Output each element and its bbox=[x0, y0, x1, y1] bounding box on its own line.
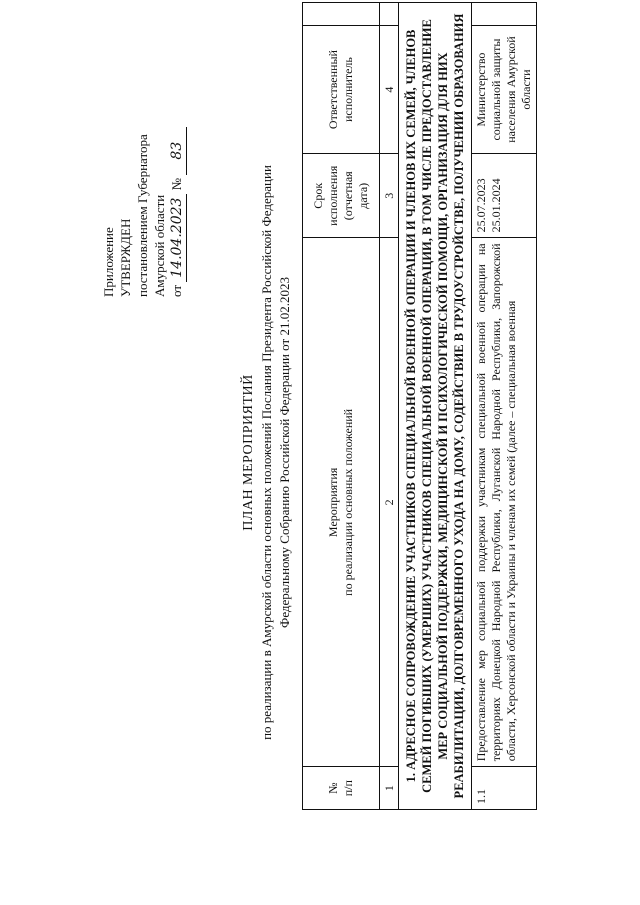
header-term bbox=[303, 154, 380, 238]
item-term-date-2: 25.01.2024 bbox=[489, 178, 503, 233]
plan-table bbox=[302, 2, 537, 810]
header-responsible bbox=[303, 26, 380, 154]
header-term-line1: Срок bbox=[311, 182, 325, 209]
approval-date-handwritten: 14.04.2023 bbox=[169, 194, 187, 282]
item-activity: Предоставление мер социальной поддержки участникам специальной военной операции на территориях Донецкой Народной Республики, Луганской Народной Республики, Запорожской области, Херсонской области и Украины и членам их семей (далее – специальная военная bbox=[472, 238, 537, 767]
index-cell: 3 bbox=[380, 154, 399, 238]
header-activity bbox=[303, 238, 380, 767]
item-term bbox=[472, 154, 537, 238]
approval-region-label: Амурской области bbox=[152, 194, 167, 297]
header-num-line2: п/п bbox=[341, 780, 355, 797]
index-cell-empty bbox=[380, 3, 399, 26]
header-num-line1: № bbox=[326, 782, 340, 794]
approval-stamp-block bbox=[100, 17, 187, 297]
item-term-date-1: 25.07.2023 bbox=[474, 178, 488, 233]
header-row bbox=[303, 3, 380, 810]
header-term-line2: исполнения bbox=[326, 165, 340, 226]
title-subtitle-line2: Федеральному Собранию Российской Федерации от 21.02.2023 bbox=[277, 277, 292, 628]
header-term-line3: (отчетная bbox=[341, 171, 355, 221]
header-activity-line1: Мероприятия bbox=[326, 467, 340, 538]
index-cell: 4 bbox=[380, 26, 399, 154]
title-plan: ПЛАН МЕРОПРИЯТИЙ bbox=[241, 374, 256, 531]
section-heading: 1. АДРЕСНОЕ СОПРОВОЖДЕНИЕ УЧАСТНИКОВ СПЕЦИАЛЬНОЙ ВОЕННОЙ ОПЕРАЦИИ И ЧЛЕНОВ ИХ СЕМЕЙ, ЧЛЕНОВ СЕМЕЙ ПОГИБШИХ (УМЕРШИХ) УЧАСТНИКОВ СПЕЦИАЛЬНОЙ ВОЕННОЙ ОПЕРАЦИИ, В ТОМ ЧИСЛЕ ПРЕДОСТАВЛЕНИЕ МЕР СОЦИАЛЬНОЙ ПОДДЕРЖКИ, МЕДИЦИНСКОЙ И ПСИХОЛОГИЧЕСКОЙ ПОМОЩИ, ОРГАНИЗАЦИЯ ДЛЯ НИХ РЕАБИЛИТАЦИИ, ДОЛГОВРЕМЕННОГО УХОДА НА ДОМУ, СОДЕЙСТВИЕ В ТРУДОУСТРОЙСТВЕ, ПОЛУЧЕНИИ ОБРАЗОВАНИЯ bbox=[399, 3, 472, 810]
approval-number-handwritten: 83 bbox=[169, 127, 187, 175]
index-cell: 1 bbox=[380, 767, 399, 810]
header-responsible-line1: Ответственный bbox=[326, 50, 340, 130]
approval-date-row bbox=[168, 17, 187, 297]
item-responsible: Министерство социальной защиты населения Амурской области bbox=[472, 26, 537, 154]
section-row bbox=[399, 3, 472, 810]
item-empty-cell bbox=[472, 3, 537, 26]
approval-decree-label: постановлением Губернатора bbox=[135, 134, 150, 297]
approval-approved-label: УТВЕРЖДЕН bbox=[118, 218, 133, 297]
index-cell: 2 bbox=[380, 238, 399, 767]
header-responsible-line2: исполнитель bbox=[341, 57, 355, 122]
header-empty-column bbox=[303, 3, 380, 26]
index-row bbox=[380, 3, 399, 810]
approval-date-prefix: от bbox=[169, 284, 184, 297]
table-row bbox=[472, 3, 537, 810]
header-term-line4: дата) bbox=[356, 182, 370, 209]
header-activity-line2: по реализации основных положений bbox=[341, 408, 355, 596]
document-title bbox=[240, 0, 294, 905]
header-num bbox=[303, 767, 380, 810]
approval-number-prefix: № bbox=[169, 177, 184, 191]
title-subtitle-line1: по реализации в Амурской области основных положений Послания Президента Российской Федерации bbox=[259, 165, 274, 740]
item-number: 1.1 bbox=[472, 767, 537, 810]
approval-appendix-label: Приложение bbox=[101, 227, 116, 297]
